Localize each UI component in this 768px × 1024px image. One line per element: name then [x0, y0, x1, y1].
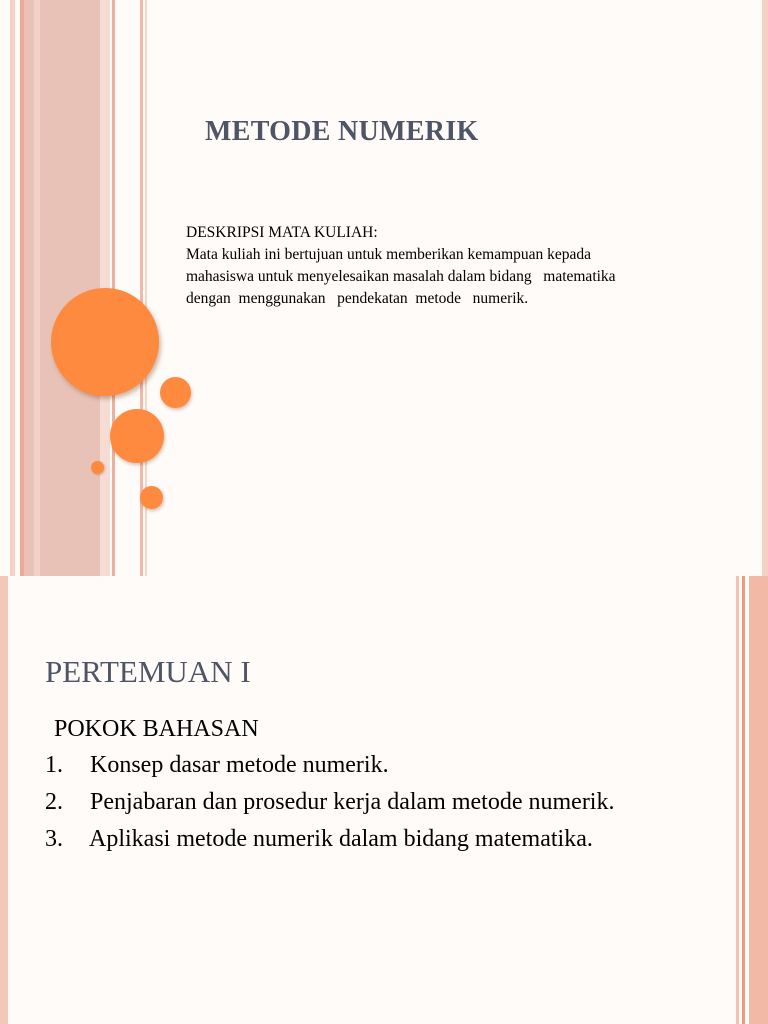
decorative-circle-tiny: [91, 461, 104, 474]
list-item-number: 2.: [45, 789, 63, 815]
slide-title: METODE NUMERIK: [205, 116, 479, 147]
decorative-stripe: [742, 576, 745, 1024]
decorative-circle-large: [51, 288, 159, 396]
decorative-stripe: [749, 576, 768, 1024]
description-heading: DESKRIPSI MATA KULIAH:: [186, 224, 378, 241]
list-item-text: Aplikasi metode numerik dalam bidang matematika.: [89, 826, 593, 852]
decorative-stripe: [34, 0, 40, 576]
decorative-stripe: [0, 576, 8, 1024]
slide-2: [0, 576, 768, 1024]
decorative-circle-small: [160, 377, 191, 408]
decorative-stripe: [10, 0, 15, 576]
decorative-stripe: [762, 0, 768, 576]
description-line: mahasiswa untuk menyelesaikan masalah dalam bidang matematika: [186, 268, 616, 285]
description-line: dengan menggunakan pendekatan metode numerik.: [186, 290, 529, 307]
slide-title: PERTEMUAN I: [45, 654, 251, 689]
decorative-circle-small: [140, 486, 163, 509]
description-line: Mata kuliah ini bertujuan untuk memberikan kemampuan kepada: [186, 246, 592, 263]
topic-heading: POKOK BAHASAN: [54, 716, 259, 742]
course-description: [186, 222, 746, 310]
list-item-text: Konsep dasar metode numerik.: [90, 752, 389, 778]
list-item-number: 1.: [45, 752, 63, 778]
list-item-number: 3.: [45, 826, 63, 852]
decorative-circle-medium: [110, 409, 164, 463]
list-item-text: Penjabaran dan prosedur kerja dalam metode numerik.: [90, 789, 615, 815]
decorative-stripe: [736, 576, 739, 1024]
